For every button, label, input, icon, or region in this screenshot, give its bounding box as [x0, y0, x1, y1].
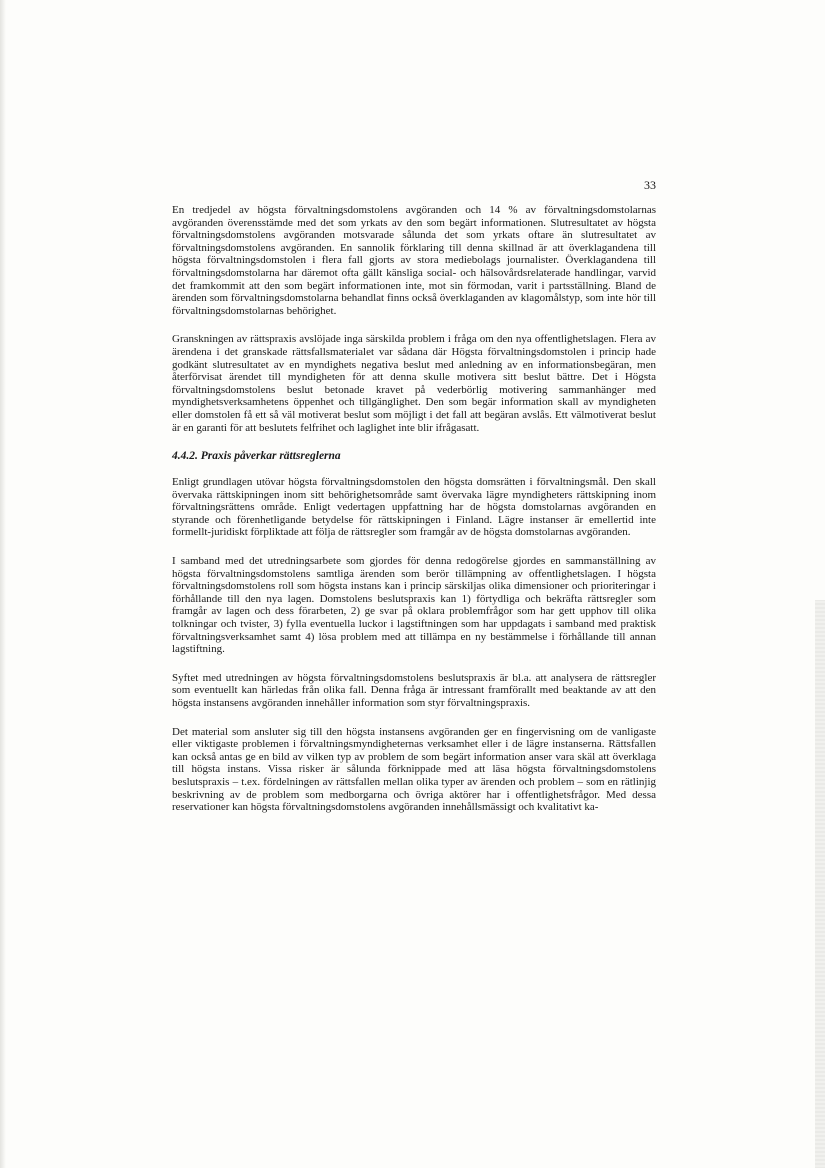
scan-edge-right: [815, 600, 825, 1168]
scan-edge-left: [0, 0, 6, 1168]
section-heading: 4.4.2. Praxis påverkar rättsreglerna: [172, 450, 341, 463]
paragraph: En tredjedel av högsta förvaltningsdomstolens avgöranden och 14 % av förvaltningsdomstolarnas avgöranden överensstämde med det som yrkats av den som begärt informationen. Slutresultatet av högsta förvaltningsdomstolens avgöranden motsvarade sålunda det som yrkats oftare än slutresultatet av förvaltningsdomstolens avgöranden. En sannolik förklaring till denna skillnad är att överklagandena till högsta förvaltningsdomstolen i flera fall gjorts av stora mediebolags journalister. Överklagandena till förvaltningsdomstolarna har däremot ofta gällt känsliga social- och hälsovårdsrelaterade handlingar, varvid det framkommit att den som begärt informationen inte, mot sin förmodan, varit i partsställning. Bland de ärenden som förvaltningsdomstolarna behandlat finns också överklaganden av klagomålstyp, som inte hör till förvaltningsdomstolarnas behörighet.: [172, 204, 656, 317]
page-number: 33: [644, 178, 656, 192]
paragraph: Det material som ansluter sig till den högsta instansens avgöranden ger en fingervisning om de vanligaste eller viktigaste problemen i förvaltningsmyndigheternas verksamhet eller i de lägre instanserna. Rättsfallen kan också antas ge en bild av vilken typ av problem de som begärt information anser vara skäl att överklaga till högsta instans. Vissa risker är sålunda förknippade med att läsa högsta förvaltningsdomstolens beslutspraxis – t.ex. fördelningen av rättsfallen mellan olika typer av ärenden och problem – som en rätlinjig beskrivning av de problem som medborgarna och övriga aktörer har i offentlighetsfrågor. Med dessa reservationer kan högsta förvaltningsdomstolens avgöranden innehållsmässigt och kvalitativt ka-: [172, 725, 656, 814]
paragraph: Syftet med utredningen av högsta förvaltningsdomstolens beslutspraxis är bl.a. att analysera de rättsregler som eventuellt kan härledas från olika fall. Denna fråga är intressant framförallt med beaktande av att den högsta instansens avgöranden innehåller information som styr förvaltningspraxis.: [172, 671, 656, 709]
paragraph: I samband med det utredningsarbete som gjordes för denna redogörelse gjordes en sammanställning av högsta förvaltningsdomstolens samtliga ärenden som berör tillämpning av offentlighetslagen. I högsta förvaltningsdomstolens roll som högsta instans kan i princip särskiljas olika dimensioner och prioriteringar i förhållande till den nya lagen. Domstolens beslutspraxis kan 1) förtydliga och bekräfta rättsregler som framgår av lagen och dess förarbeten, 2) ge svar på oklara problemfrågor som har gett upphov till olika tolkningar och tvister, 3) fylla eventuella luckor i lagstiftningen som har uppdagats i samband med praktisk förvaltningsverksamhet samt 4) lösa problem med att tillämpa en ny bestämmelse i förhållande till annan lagstiftning.: [172, 555, 656, 656]
body-text: [172, 204, 656, 814]
paragraph: Enligt grundlagen utövar högsta förvaltningsdomstolen den högsta domsrätten i förvaltningsmål. Den skall övervaka rättskipningen inom sitt behörighetsområde samt övervaka lägre myndigheters rättskipning inom förvaltningsrättens område. Enligt vedertagen uppfattning har de högsta domstolarnas avgöranden en styrande och förenhetligande betydelse för rättskipningen i Finland. Lägre instanser är emellertid inte formellt-juridiskt förpliktade att följa de rättsregler som framgår av de högsta domstolarnas avgöranden.: [172, 476, 656, 539]
paragraph: Granskningen av rättspraxis avslöjade inga särskilda problem i fråga om den nya offentlighetslagen. Flera av ärendena i det granskade rättsfallsmaterialet var sådana där Högsta förvaltningsdomstolen i princip hade godkänt slutresultatet av en myndighets negativa beslut med anledning av en informationsbegäran, men återförvisat ärendet till myndigheten för att denna skulle motivera sitt beslut bättre. Det i Högsta förvaltningsdomstolens beslut betonade kravet på vederbörlig motivering sammanhänger med myndighetsverksamhetens öppenhet och tillgänglighet. Den som begär information skall av myndigheten eller domstolen få ett så väl motiverat beslut som möjligt i det fall att begäran avslås. Ett välmotiverat beslut är en garanti för att beslutets felfrihet och laglighet inte blir ifrågasatt.: [172, 333, 656, 434]
